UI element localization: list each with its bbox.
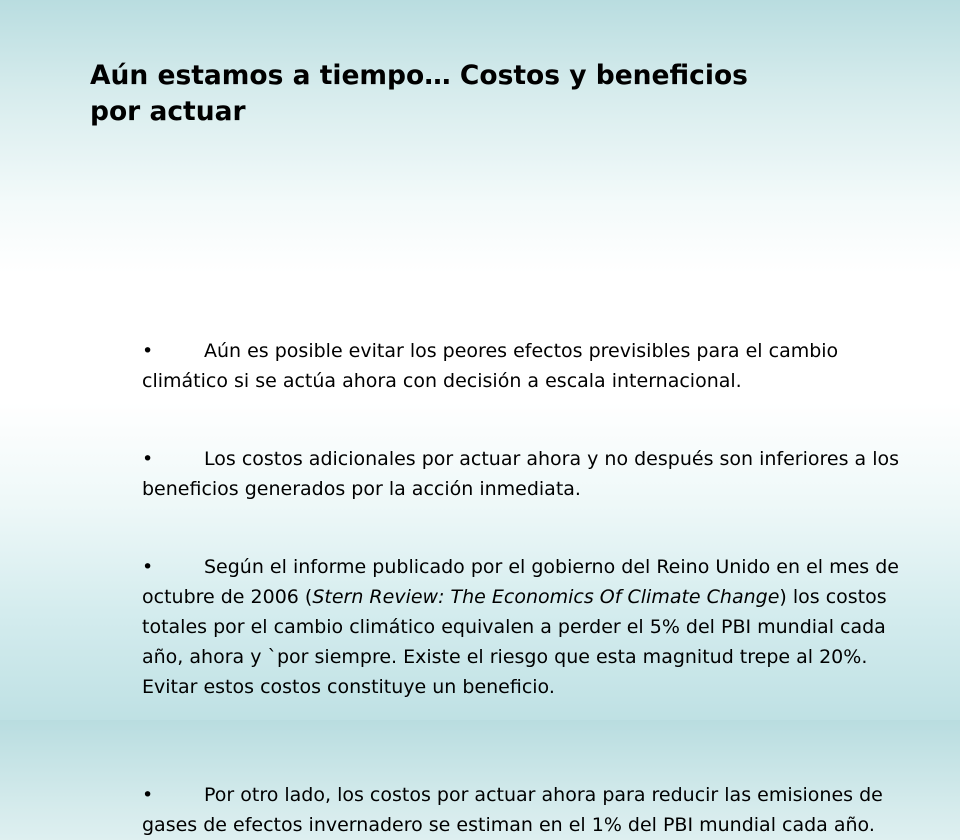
bullet-icon <box>142 780 204 810</box>
slide-title <box>90 58 890 130</box>
report-title-italic: Stern Review: The Economics Of Climate Change <box>312 586 780 608</box>
bullet-text-before: Según el informe publicado por el gobierno del Reino Unido en el mes de octubre de 2006 ( <box>142 556 899 608</box>
bullet-item <box>142 552 917 702</box>
slide-title-line2: por actuar <box>90 96 246 127</box>
bullet-text: Por otro lado, los costos por actuar ahora para reducir las emisiones de gases de efectos invernadero se estiman en el 1% del PBI mundial cada año. <box>142 784 883 836</box>
bullet-icon <box>142 336 204 366</box>
bullet-text: Los costos adicionales por actuar ahora y no después son inferiores a los beneficios generados por la acción inmediata. <box>142 448 900 500</box>
bullet-item <box>142 444 917 504</box>
bullet-icon <box>142 444 204 474</box>
bullet-item <box>142 336 917 396</box>
bullet-item <box>142 780 917 840</box>
bullet-icon <box>142 552 204 582</box>
slide-title-line1: Aún estamos a tiempo… Costos y beneficios <box>90 60 748 91</box>
bullet-text: Aún es posible evitar los peores efectos previsibles para el cambio climático si se actúa ahora con decisión a escala internacional. <box>142 340 839 392</box>
bullet-text-after: ) los costos totales por el cambio climático equivalen a perder el 5% del PBI mundial cada año, ahora y `por siempre. Existe el riesgo que esta magnitud trepe al 20%. Evitar estos costos constituye un beneficio. <box>142 586 887 698</box>
